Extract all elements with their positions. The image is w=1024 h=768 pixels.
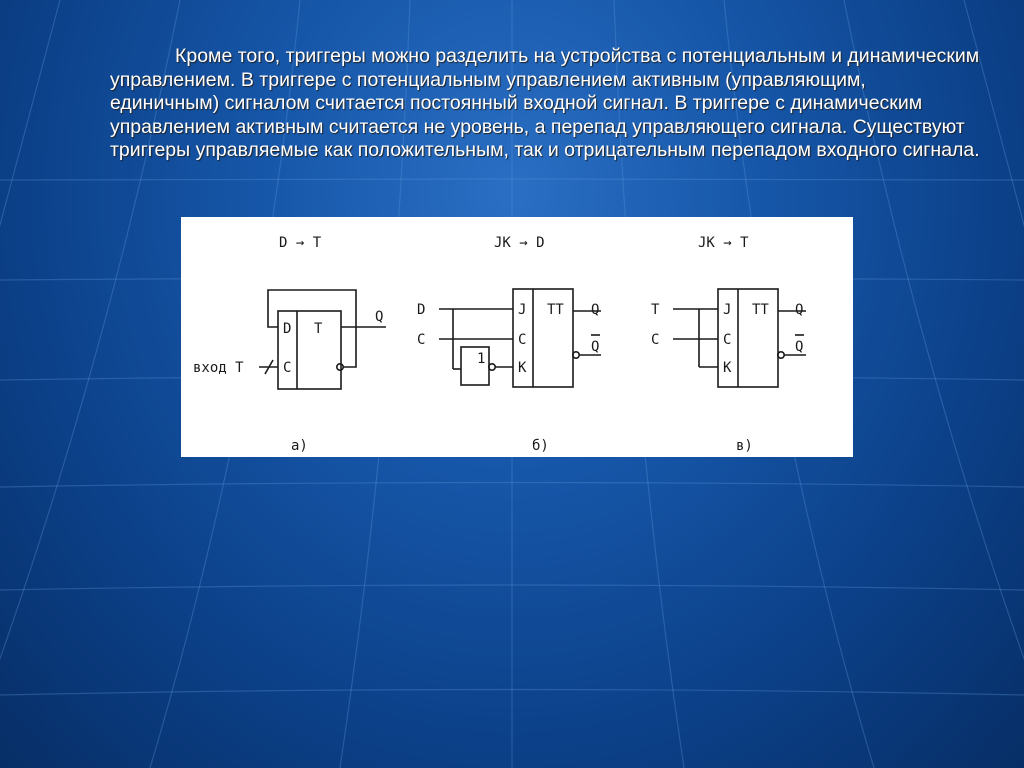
input-c-b: C: [417, 332, 426, 348]
diagram-a: [193, 235, 386, 454]
slide-paragraph: Кроме того, триггеры можно разделить на устройства с потенциальным и динамическим управлением. В триггере с потенциальным управлением активным (управляющим, единичным) сигналом считается постоянный входной сигнал. В триггере с динамическим управлением активным считается не уровень, а перепад управляющего сигнала. Существуют триггеры управляемые как положительным, так и отрицательным перепадом входного сигнала.: [110, 45, 980, 161]
pin-d-a: D: [283, 321, 292, 337]
output-q-c: Q: [795, 302, 804, 318]
heading-c: JK → T: [698, 235, 749, 251]
input-d-b: D: [417, 302, 426, 318]
output-qbar-b: Q: [591, 339, 600, 355]
diagram-b: [417, 235, 601, 454]
pin-j-b: J: [518, 302, 527, 318]
input-label-a: вход T: [193, 360, 244, 376]
heading-a: D → T: [279, 235, 322, 251]
input-t-c: T: [651, 302, 660, 318]
trigger-diagram-panel: [181, 217, 853, 457]
caption-a: а): [291, 438, 308, 454]
input-c-c: C: [651, 332, 660, 348]
pin-k-b: K: [518, 360, 527, 376]
output-q-b: Q: [591, 302, 600, 318]
diagram-c: [651, 235, 806, 454]
pin-c-a: C: [283, 360, 292, 376]
block-label-b: TT: [547, 302, 564, 318]
pin-k-c: K: [723, 360, 732, 376]
pin-c-c: C: [723, 332, 732, 348]
output-qbar-c: Q: [795, 339, 804, 355]
pin-c-b: C: [518, 332, 527, 348]
caption-c: в): [736, 438, 753, 454]
inverter-label-b: 1: [477, 351, 486, 367]
pin-j-c: J: [723, 302, 732, 318]
block-label-a: T: [314, 321, 323, 337]
output-q-a: Q: [375, 309, 384, 325]
block-label-c: TT: [752, 302, 769, 318]
trigger-diagrams: [181, 217, 853, 457]
heading-b: JK → D: [494, 235, 545, 251]
caption-b: б): [532, 438, 549, 454]
